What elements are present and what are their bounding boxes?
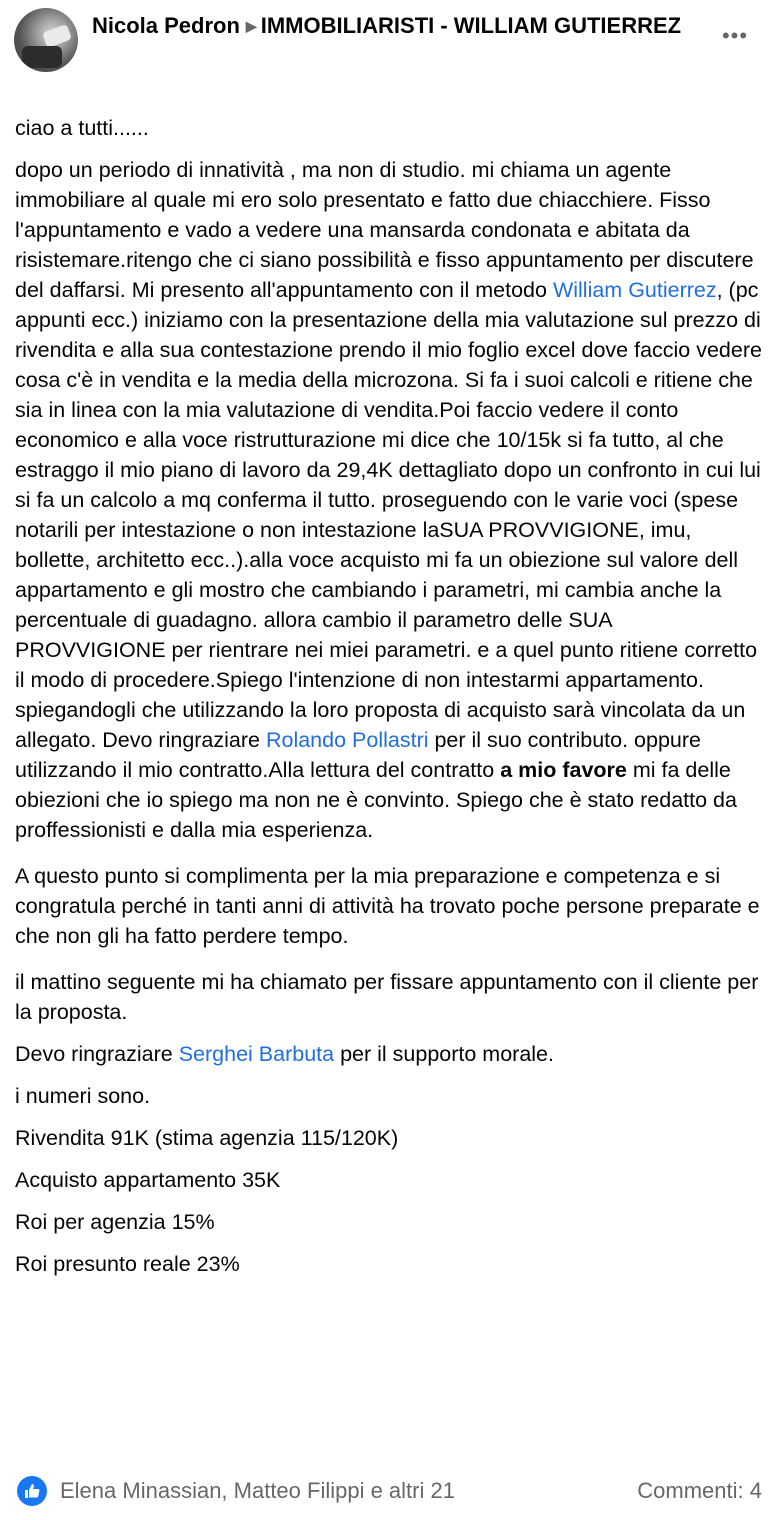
post-body bbox=[15, 113, 765, 1291]
post-paragraph: il mattino seguente mi ha chiamato per fissare appuntamento con il cliente per la proposta. bbox=[15, 970, 759, 1024]
post-header bbox=[0, 0, 776, 80]
mention-link[interactable]: Serghei Barbuta bbox=[178, 1042, 335, 1066]
post-paragraph-main: dopo un periodo di innatività , ma non di studio. mi chiama un agente immobiliare al quale mi ero solo presentato e fatto due chiacchiere. Fisso l'appuntamento e vado a vedere una mansarda condonata e abitata da risistemare.ritengo che ci siano possibilità e fisso appuntamento per discutere del daffarsi. Mi presento all'appuntamento con il metodo William Gutierrez, (pc appunti ecc.) iniziamo con la presentazione della mia valutazione sul prezzo di rivendita e alla sua contestazione prendo il mio foglio excel dove faccio vedere cosa c'è in vendita e la media della microzona. Si fa i suoi calcoli e ritiene che sia in linea con la mia valutazione di vendita.Poi faccio vedere il conto economico e alla voce ristrutturazione mi dice che 10/15k si fa tutto, al che estraggo il mio piano di lavoro da 29,4K dettagliato dopo un confronto in cui lui si fa un calcolo a mq conferma il tutto. proseguendo con le varie voci (spese notarili per intestazione o non intestazione laSUA PROVVIGIONE, imu, bollette, architetto ecc..).alla voce acquisto mi fa un obiezione sul valore dell appartamento e gli mostro che cambiando i parametri, mi cambia anche la percentuale di guadagno. allora cambio il parametro delle SUA PROVVIGIONE per rientrare nei miei parametri. e a quel punto ritiene corretto il modo di procedere.Spiego l'intenzione di non intestarmi appartamento. spiegandogli che utilizzando la loro proposta di acquisto sarà vincolata da un allegato. Devo ringraziare Rolando Pollastri per il suo contributo. oppure utilizzando il mio contratto.Alla lettura del contratto a mio favore mi fa delle obiezioni che io spiego ma non ne è convinto. Spiego che è stato redatto da proffessionisti e dalla mia esperienza. bbox=[15, 158, 762, 842]
mention-link[interactable]: Rolando Pollastri bbox=[265, 728, 429, 752]
post-paragraph: i numeri sono. bbox=[15, 1084, 151, 1108]
comments-count[interactable]: Commenti: 4 bbox=[637, 1478, 762, 1503]
more-options-icon[interactable]: ••• bbox=[721, 23, 749, 48]
author-name[interactable]: Nicola Pedron bbox=[92, 13, 240, 38]
group-name[interactable]: IMMOBILIARISTI - WILLIAM GUTIERREZ bbox=[260, 13, 682, 38]
post-paragraph: Acquisto appartamento 35K bbox=[15, 1168, 281, 1192]
post-footer bbox=[0, 1474, 776, 1514]
author-avatar[interactable] bbox=[14, 8, 78, 72]
mention-link[interactable]: William Gutierrez bbox=[552, 278, 717, 302]
like-reaction-icon[interactable] bbox=[17, 1476, 47, 1506]
post-paragraph: Roi presunto reale 23% bbox=[15, 1252, 240, 1276]
post-paragraph: Rivendita 91K (stima agenzia 115/120K) bbox=[15, 1126, 399, 1150]
post-title bbox=[92, 10, 692, 42]
post-paragraph: Devo ringraziare Serghei Barbuta per il supporto morale. bbox=[15, 1042, 554, 1066]
reactors-text[interactable]: Elena Minassian, Matteo Filippi e altri 21 bbox=[60, 1478, 455, 1503]
caret-right-icon: ▶ bbox=[245, 18, 257, 34]
post-paragraph: ciao a tutti...... bbox=[15, 116, 149, 140]
post-paragraph: Roi per agenzia 15% bbox=[15, 1210, 215, 1234]
post-paragraph: A questo punto si complimenta per la mia preparazione e competenza e si congratula perché in tanti anni di attività ha trovato poche persone preparate e che non gli ha fatto perdere tempo. bbox=[15, 864, 760, 948]
